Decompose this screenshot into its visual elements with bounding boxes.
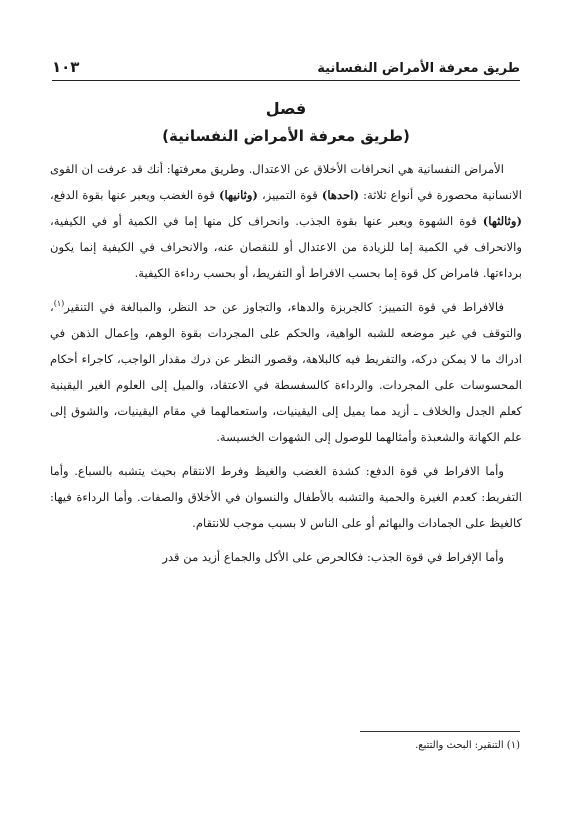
footnote-marker: (١)	[53, 299, 65, 309]
paragraph-3: وأما الافراط في قوة الدفع: كشدة الغضب والغيظ وفرط الانتقام بحيث يتشبه بالسباع. وأما التفريط: كعدم الغيرة والحمية والتشبه بالأطفال والنسوان في الأخلاق والصفات. وأما الرداءة فيها: كالغيظ على الجمادات والبهائم أو على الناس لا بسبب موجب للانتقام.	[50, 464, 522, 530]
section-label: فصل	[265, 99, 307, 118]
p1-text-2: قوة التمييز،	[257, 188, 322, 202]
p1-text-1: الأمراض النفسانية هي انحرافات الأخلاق عن الاعتدال. وطريق معرفتها: أنك قد عرفت ان القوى الانسانية محصورة في أنواع ثلاثة:	[50, 162, 522, 202]
footnote-divider	[360, 731, 520, 732]
section-title: (طريق معرفة الأمراض النفسانية)	[162, 127, 410, 145]
page-header	[52, 52, 520, 76]
p1-text-4: قوة الشهوة ويعبر عنها بقوة الجذب. وانحراف كل منها إما في الكمية أو في الكيفية، والانحراف في الكمية إما للزيادة من الاعتدال أو للنقصان عنه، والانحراف في الكيفية إنما يكون برداءتها. فامراض كل قوة إما بحسب الافراط أو التفريط، أو بحسب رداءة الكيفية.	[50, 214, 522, 280]
page-number: ١٠٣	[52, 58, 80, 76]
footnote: (١) التنقير: البحث والتتبع.	[415, 740, 520, 751]
paragraph-2	[50, 294, 522, 450]
paragraph-1	[50, 156, 522, 286]
p1-text-3: قوة الغضب ويعبر عنها بقوة الدفع،	[50, 188, 219, 202]
paragraph-4: وأما الإفراط في قوة الجذب: فكالحرص على الأكل والجماع أزيد من قدر	[162, 550, 504, 564]
running-title: طريق معرفة الأمراض النفسانية	[317, 61, 520, 76]
p2-text-1: فالافراط في قوة التمييز: كالجربزة والدهاء، والتجاوز عن حد النظر، والمبالغة في التنقير	[64, 300, 504, 314]
p1-bold-first: (احدها)	[321, 188, 359, 202]
p1-bold-third: (وثالثها)	[482, 214, 522, 228]
p1-bold-second: (وثانيها)	[218, 188, 258, 202]
section-heading-block	[52, 98, 520, 148]
body-text	[50, 156, 522, 570]
p2-text-2: ، والتوقف في غير موضعه للشبه الواهية، والحكم على المجردات بقوة الوهم، وإعمال الذهن في ادراك ما لا يمكن دركه، والتفريط فيه كالبلاهة، وقصور النظر عن درك مقدار الواجب، كاجراء أحكام المحسوسات على المجردات. والرداءة كالسفسطة في الاعتقاد، والميل إلى العلوم الغير اليقينية كعلم الجدل والخلاف ـ أزيد مما يميل إلى اليقينيات، واستعمالهما في مقام اليقينيات، والشوق إلى علم الكهانة والشعبذة وأمثالهما للوصول إلى الشهوات الخسيسة.	[50, 300, 522, 444]
header-divider	[52, 80, 520, 81]
